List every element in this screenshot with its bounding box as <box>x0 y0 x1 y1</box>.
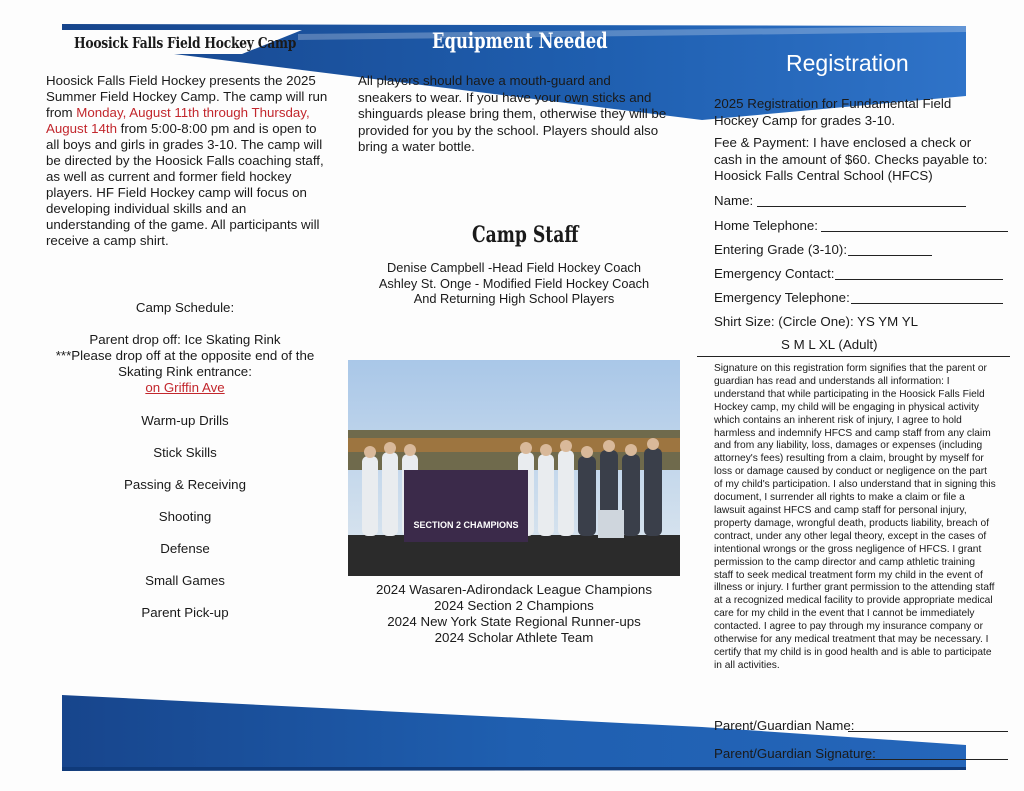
photo-banner-text: SECTION 2 CHAMPIONS <box>413 520 519 530</box>
camp-intro <box>46 73 328 249</box>
schedule-item: Parent Pick-up <box>141 605 229 620</box>
emergency-contact-field[interactable] <box>835 279 1003 280</box>
staff-line: Denise Campbell -Head Field Hockey Coach <box>387 260 641 275</box>
shirt-size-youth[interactable]: Shirt Size: (Circle One): YS YM YL <box>714 314 918 329</box>
equipment-heading: Equipment Needed <box>432 28 608 53</box>
staff-list <box>352 260 676 307</box>
emergency-phone-label: Emergency Telephone: <box>714 290 850 305</box>
achievement-item: 2024 New York State Regional Runner-ups <box>387 614 641 629</box>
grade-label: Entering Grade (3-10): <box>714 242 848 257</box>
dropoff-note-2: Skating Rink entrance: <box>118 364 252 379</box>
home-phone-field[interactable] <box>821 231 1008 232</box>
grade-field[interactable] <box>848 255 932 256</box>
camp-dates: Monday, August 11th through Thursday, August 14th <box>46 105 310 136</box>
emergency-phone-field[interactable] <box>851 303 1003 304</box>
achievement-item: 2024 Scholar Athlete Team <box>434 630 594 645</box>
registration-intro <box>714 96 994 185</box>
registration-description: 2025 Registration for Fundamental Field Hockey Camp for grades 3-10. <box>714 96 952 128</box>
achievements <box>352 582 676 646</box>
schedule-item: Shooting <box>158 509 212 524</box>
fee-payment: Fee & Payment: I have enclosed a check or cash in the amount of $60. Checks payable to: Hoosick Falls Central School (HFCS) <box>714 135 988 183</box>
equipment-text: All players should have a mouth-guard and sneakers to wear. If you have your own sticks and shinguards please bring them, otherwise they will be provided for you by the school. Players should also bring a water bottle. <box>358 73 667 154</box>
liability-waiver: Signature on this registration form signifies that the parent or guardian has read and understands all information: I understand that while participating in the Hoosick Falls Field Hockey camp, my child will be engaging in physical activity which contains an inherent risk of injury, I agree to hold harmless and indemnify HFCS and camp staff from any claim and from any liability, loss, damages or expenses (including attorney's fees) resulting from a claim, brought by myself for loss or damage caused by conduct or negligence on the part of my child's participation. I also understand that in signing this document, I surrender all rights to make a claim or file a lawsuit against HFCS and camp staff for personal injury, property damage, wrongful death, products liability, breach of contract, under any other legal theory, except in the cases of intentional wrongs or the gross negligence of HFCS. I grant permission to the camp director and camp athletic training staff to seek medical treatment form my child in the event of illness or injury. I further grant permission to the attending staff at a recognized medical facility to provide appropriate medical care for my child in the event that I cannot be immediately contacted. I agree to pay through my insurance company or otherwise for any medical treatment that may be necessary. I certify that my child is in good health and is able to participate in all activities. <box>714 363 996 671</box>
schedule-item: Warm-up Drills <box>141 413 229 428</box>
intro-text-2: from 5:00-8:00 pm and is open to all boys and girls in grades 3-10. The camp will be directed by the Hoosick Falls coaching staff, as well as current and former field hockey players. HF Field Hockey camp will focus on developing individual skills and an understanding of the game. All participants will receive a camp shirt. <box>46 121 324 248</box>
achievement-item: 2024 Wasaren-Adirondack League Champions <box>376 582 652 597</box>
shirt-size-adult[interactable]: S M L XL (Adult) <box>781 337 878 352</box>
bottom-banner <box>62 695 966 775</box>
schedule-item: Small Games <box>145 573 225 588</box>
divider <box>697 356 1010 357</box>
brochure-title: Hoosick Falls Field Hockey Camp <box>74 34 297 52</box>
registration-heading: Registration <box>786 50 909 76</box>
guardian-name-field[interactable] <box>848 731 1008 732</box>
schedule-title: Camp Schedule: <box>135 300 235 315</box>
staff-heading: Camp Staff <box>472 222 579 248</box>
home-phone-label: Home Telephone: <box>714 218 818 233</box>
schedule-item: Stick Skills <box>153 445 217 460</box>
team-photo <box>348 360 680 576</box>
griffin-ave-link[interactable]: on Griffin Ave <box>145 380 225 395</box>
staff-line: And Returning High School Players <box>413 291 615 306</box>
dropoff-text: Parent drop off: Ice Skating Rink <box>89 332 281 347</box>
achievement-item: 2024 Section 2 Champions <box>434 598 594 613</box>
staff-line: Ashley St. Onge - Modified Field Hockey Coach <box>378 275 650 291</box>
schedule-item: Passing & Receiving <box>124 477 246 492</box>
intro-text-1: Hoosick Falls Field Hockey presents the 2025 Summer Field Hockey Camp. The camp will run from <box>46 73 328 120</box>
dropoff-note-1: ***Please drop off at the opposite end of the <box>55 348 315 363</box>
schedule-item: Defense <box>160 541 210 556</box>
guardian-name-label: Parent/Guardian Name: <box>714 718 855 733</box>
name-label: Name: <box>714 193 754 208</box>
name-field[interactable] <box>757 206 966 207</box>
emergency-contact-label: Emergency Contact: <box>714 266 835 281</box>
guardian-signature-field[interactable] <box>866 759 1008 760</box>
guardian-signature-label: Parent/Guardian Signature: <box>714 746 876 761</box>
